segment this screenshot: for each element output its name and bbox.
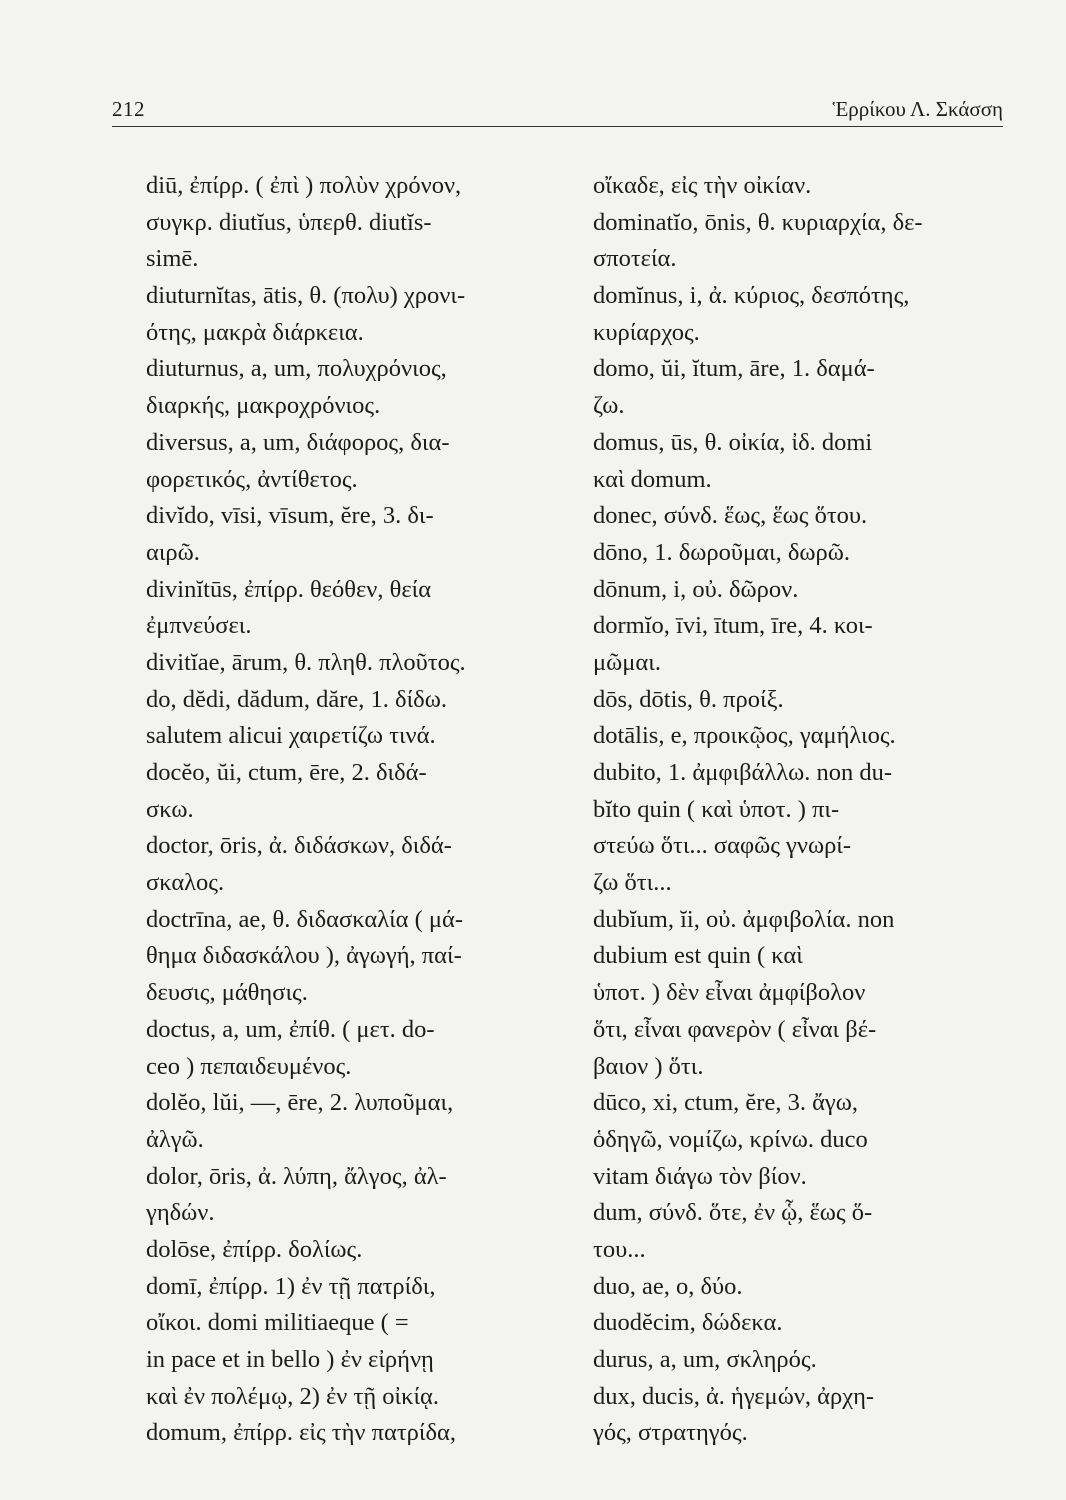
dictionary-line: οἴκαδε, εἰς τὴν οἰκίαν.: [593, 172, 812, 199]
dictionary-line: dōnum, i, οὐ. δῶρον.: [593, 575, 799, 603]
dictionary-line: κυρίαρχος.: [593, 318, 700, 346]
dictionary-line: dotālis, e, προικῷος, γαμήλιος.: [593, 722, 896, 750]
dictionary-line: μῶμαι.: [593, 648, 661, 676]
dictionary-line: dōs, dōtis, θ. προίξ.: [593, 685, 784, 713]
dictionary-line: ἀλγῶ.: [146, 1125, 204, 1153]
dictionary-line: diū, ἐπίρρ. ( ἐπὶ ) πολὺν χρόνον,: [146, 172, 462, 199]
dictionary-line: donec, σύνδ. ἕως, ἕως ὅτου.: [593, 502, 868, 530]
dictionary-line: ὁδηγῶ, νομίζω, κρίνω. duco: [593, 1125, 868, 1153]
dictionary-line: diuturnĭtas, ātis, θ. (πολυ) χρονι-: [146, 282, 466, 310]
right-column: [593, 168, 1013, 1452]
dictionary-line: ὑποτ. ) δὲν εἶναι ἀμφίβολον: [593, 979, 866, 1007]
dictionary-line: του...: [593, 1235, 646, 1263]
dictionary-line: ceo ) πεπαιδευμένος.: [146, 1052, 352, 1080]
dictionary-line: dōno, 1. δωροῦμαι, δωρῶ.: [593, 538, 850, 566]
dictionary-line: καὶ domum.: [593, 465, 712, 493]
dictionary-line: doctrīna, ae, θ. διδασκαλία ( μά-: [146, 905, 464, 933]
dictionary-line: καὶ ἐν πολέμῳ, 2) ἐν τῇ οἰκίᾳ.: [146, 1382, 440, 1410]
dictionary-line: duodĕcim, δώδεκα.: [593, 1309, 783, 1337]
dictionary-line: dūco, xi, ctum, ĕre, 3. ἄγω,: [593, 1089, 858, 1117]
dictionary-line: durus, a, um, σκληρός.: [593, 1346, 817, 1373]
dictionary-line: διαρκής, μακροχρόνιος.: [146, 392, 381, 420]
left-column: [146, 168, 566, 1452]
dictionary-line: σκω.: [146, 795, 194, 823]
dictionary-line: dolōse, ἐπίρρ. δολίως.: [146, 1235, 363, 1263]
dictionary-line: dormĭo, īvi, ītum, īre, 4. κοι-: [593, 612, 873, 640]
dictionary-line: dubĭum, ĭi, οὐ. ἀμφιβολία. non: [593, 905, 895, 933]
dictionary-line: divitĭae, ārum, θ. πληθ. πλοῦτος.: [146, 648, 466, 676]
dictionary-line: σποτεία.: [593, 245, 677, 273]
dictionary-line: ότης, μακρὰ διάρκεια.: [146, 318, 364, 346]
dictionary-line: diversus, a, um, διάφορος, δια-: [146, 428, 450, 456]
dictionary-line: duo, ae, o, δύο.: [593, 1272, 743, 1300]
dictionary-line: domus, ūs, θ. οἰκία, ἰδ. domi: [593, 428, 873, 456]
dictionary-line: domĭnus, i, ἀ. κύριος, δεσπότης,: [593, 282, 910, 310]
dictionary-line: doctor, ōris, ἀ. διδάσκων, διδά-: [146, 832, 452, 860]
dictionary-line: domo, ŭi, ĭtum, āre, 1. δαμά-: [593, 355, 875, 383]
dictionary-line: θημα διδασκάλου ), ἀγωγή, παί-: [146, 942, 462, 970]
dictionary-line: αιρῶ.: [146, 538, 200, 566]
dictionary-line: dominatĭo, ōnis, θ. κυριαρχία, δε-: [593, 208, 923, 236]
dictionary-line: divinĭtūs, ἐπίρρ. θεόθεν, θεία: [146, 575, 432, 603]
dictionary-line: dolĕo, lŭi, —, ēre, 2. λυποῦμαι,: [146, 1089, 454, 1117]
dictionary-line: οἴκοι. domi militiaeque ( =: [146, 1309, 409, 1337]
dictionary-line: simē.: [146, 245, 199, 273]
dictionary-line: divĭdo, vīsi, vīsum, ĕre, 3. δι-: [146, 502, 434, 530]
dictionary-line: δευσις, μάθησις.: [146, 979, 308, 1007]
dictionary-line: ζω.: [593, 392, 625, 420]
dictionary-line: dubito, 1. ἀμφιβάλλω. non du-: [593, 759, 893, 786]
dictionary-line: domum, ἐπίρρ. εἰς τὴν πατρίδα,: [146, 1419, 457, 1447]
dictionary-line: dolor, ōris, ἀ. λύπη, ἄλγος, ἀλ-: [146, 1162, 447, 1190]
page-number: 212: [112, 97, 145, 121]
dictionary-line: salutem alicui χαιρετίζω τινά.: [146, 722, 436, 750]
dictionary-line: dum, σύνδ. ὅτε, ἐν ᾧ, ἕως ὅ-: [593, 1199, 873, 1227]
dictionary-line: ὅτι, εἶναι φανερὸν ( εἶναι βέ-: [593, 1015, 877, 1043]
dictionary-line: do, dĕdi, dădum, dăre, 1. δίδω.: [146, 685, 447, 713]
dictionary-line: docĕo, ŭi, ctum, ēre, 2. διδά-: [146, 759, 427, 786]
dictionary-line: diuturnus, a, um, πολυχρόνιος,: [146, 355, 447, 383]
dictionary-line: ἐμπνεύσει.: [146, 612, 252, 640]
dictionary-line: σκαλος.: [146, 869, 225, 897]
dictionary-line: βαιον ) ὅτι.: [593, 1052, 704, 1080]
dictionary-line: ζω ὅτι...: [593, 869, 672, 897]
dictionary-line: bĭto quin ( καὶ ὑποτ. ) πι-: [593, 795, 840, 823]
dictionary-line: vitam διάγω τὸν βίον.: [593, 1162, 807, 1190]
dictionary-line: γός, στρατηγός.: [593, 1419, 748, 1447]
dictionary-line: in pace et in bello ) ἐν εἰρήνῃ: [146, 1346, 434, 1373]
dictionary-line: συγκρ. diutĭus, ὑπερθ. diutĭs-: [146, 208, 432, 236]
page-header: [112, 88, 1003, 127]
dictionary-line: γηδών.: [146, 1199, 215, 1227]
dictionary-line: στεύω ὅτι... σαφῶς γνωρί-: [593, 832, 852, 860]
dictionary-line: doctus, a, um, ἐπίθ. ( μετ. do-: [146, 1015, 435, 1043]
dictionary-line: φορετικός, ἀντίθετος.: [146, 465, 358, 493]
running-head: Ἑρρίκου Λ. Σκάσση: [832, 97, 1003, 121]
dictionary-line: dux, ducis, ἀ. ἡγεμών, ἀρχη-: [593, 1382, 875, 1410]
dictionary-line: dubium est quin ( καὶ: [593, 942, 803, 970]
dictionary-line: domī, ἐπίρρ. 1) ἐν τῇ πατρίδι,: [146, 1272, 436, 1300]
